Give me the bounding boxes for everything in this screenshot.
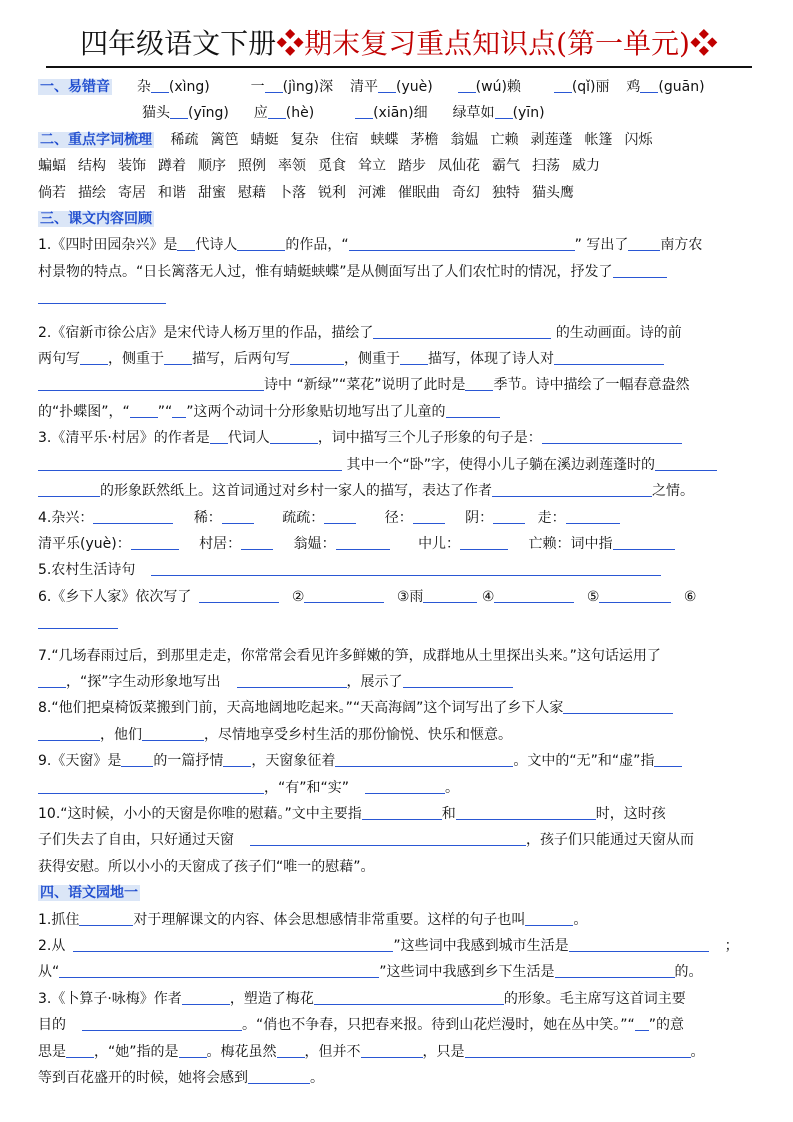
question-text: ，他们 — [100, 726, 142, 743]
question-text: 的作品，“ — [285, 237, 349, 254]
pinyin-item: 一 — [250, 79, 265, 95]
answer-blank[interactable] — [237, 672, 347, 688]
answer-blank[interactable] — [164, 349, 192, 365]
pinyin: (guān) — [658, 79, 705, 95]
answer-blank[interactable] — [635, 1015, 649, 1031]
vocab-word: 描绘 — [78, 184, 106, 201]
question-text: 的形象跃然纸上。这首词通过对乡村一家人的描写，表达了作者 — [100, 483, 492, 500]
answer-blank[interactable] — [177, 235, 195, 251]
question-text: “新绿”“菜花”说明了此时是 — [296, 377, 466, 394]
question-text: ，塑造了梅花 — [229, 990, 314, 1007]
q6-line2 — [38, 610, 760, 636]
pinyin-item: 鸡 — [626, 79, 641, 95]
question-text: ，展示了 — [346, 673, 403, 690]
answer-blank[interactable] — [79, 910, 133, 926]
question-text: 4.杂兴： — [38, 509, 94, 526]
question-text: 的。 — [674, 964, 703, 981]
question-text: 9.《天窗》是 — [38, 753, 122, 770]
title-grade: 四年级语文下册 — [80, 27, 277, 60]
question-text: 。 — [573, 911, 588, 928]
question-text: 阴： — [465, 509, 494, 526]
vocab-word: 奇幻 — [452, 184, 480, 201]
page-title — [46, 22, 752, 68]
s4q2-line1 — [38, 933, 760, 959]
pinyin: (yuè) — [396, 79, 433, 95]
worksheet-page — [38, 22, 760, 1091]
answer-blank[interactable] — [378, 77, 396, 93]
question-text: 写出了 — [586, 237, 629, 254]
question-text: 和 — [441, 805, 456, 822]
q2-line3 — [38, 372, 760, 398]
vocab-word: 催眠曲 — [398, 184, 440, 201]
sec1-heading: 一、易错音 — [40, 79, 110, 95]
answer-blank[interactable] — [493, 508, 525, 524]
question-text: 。文中的“无”和“虚”指 — [513, 753, 655, 770]
answer-blank[interactable] — [248, 1068, 310, 1084]
question-text: 目的 — [38, 1017, 66, 1034]
question-text: 的形象。毛主席写这首词主要 — [503, 990, 686, 1007]
answer-blank[interactable] — [423, 587, 477, 603]
answer-blank[interactable] — [355, 103, 373, 119]
question-text: ，侧重于 — [344, 351, 400, 368]
vocab-word: 率领 — [278, 158, 306, 175]
answer-blank[interactable] — [314, 989, 504, 1005]
answer-blank[interactable] — [613, 534, 675, 550]
vocab-word: 住宿 — [330, 131, 359, 148]
answer-blank[interactable] — [38, 778, 264, 794]
vocab-word: 照例 — [238, 158, 266, 175]
answer-blank[interactable] — [494, 587, 574, 603]
vocab-word: 亡赖 — [490, 131, 519, 148]
question-text: ”这些词中我感到乡下生活是 — [379, 964, 555, 981]
question-text: ”这些词中我感到城市生活是 — [393, 938, 569, 954]
answer-blank[interactable] — [170, 103, 188, 119]
answer-blank[interactable] — [38, 481, 100, 497]
vocab-word: 凤仙花 — [438, 158, 480, 175]
vocab-word: 寄居 — [118, 184, 146, 201]
answer-blank[interactable] — [121, 751, 153, 767]
question-text: 描写，后两句写 — [192, 351, 290, 368]
vocab-word: 卜落 — [278, 184, 306, 201]
s4q3-line2 — [38, 1012, 760, 1038]
question-text: ，“有”和“实” — [264, 779, 350, 796]
answer-blank[interactable] — [460, 534, 508, 550]
sec1-row1 — [38, 74, 760, 100]
s4q3-line1 — [38, 986, 760, 1012]
answer-blank[interactable] — [38, 613, 118, 629]
answer-blank[interactable] — [38, 375, 264, 391]
question-text: 2.从 — [38, 938, 66, 954]
vocab-word: 猫头鹰 — [532, 184, 574, 201]
answer-blank[interactable] — [223, 751, 251, 767]
s4q3-line3 — [38, 1039, 760, 1065]
s4q2-line2 — [38, 959, 760, 985]
q9-line2 — [38, 775, 760, 801]
question-text: 6.《乡下人家》依次写了 — [38, 588, 192, 605]
q10-line2 — [38, 827, 760, 853]
q4-line1 — [38, 505, 760, 531]
question-text: 亡赖：词中指 — [528, 535, 613, 552]
question-text: 季节。诗中描绘了一幅春意盎然 — [493, 377, 690, 394]
question-text: 两句写 — [38, 351, 80, 368]
q5-line — [38, 557, 760, 583]
q9-line1 — [38, 748, 760, 774]
question-text: 之情。 — [652, 483, 694, 500]
q1-line3 — [38, 285, 760, 311]
question-text: 时，这时孩 — [595, 805, 666, 822]
pinyin: (wú)赖 — [475, 79, 521, 95]
question-text: 。“俏也不争春，只把春来报。待到山花烂漫时，她在丛中笑。”“ — [242, 1017, 635, 1034]
vocab-word: 扫荡 — [532, 158, 560, 175]
answer-blank[interactable] — [495, 103, 513, 119]
answer-blank[interactable] — [270, 428, 318, 444]
answer-blank[interactable] — [361, 1042, 423, 1058]
q3-line1 — [38, 425, 760, 451]
vocab-word: 独特 — [492, 184, 520, 201]
answer-blank[interactable] — [554, 77, 572, 93]
answer-blank[interactable] — [182, 989, 230, 1005]
question-text: ，孩子们只能通过天窗从而 — [526, 832, 694, 849]
pinyin: (xìng) — [168, 79, 210, 95]
question-text: 思是 — [38, 1043, 66, 1060]
question-text: 10.“这时候，小小的天窗是你唯的慰藉。”文中主要指 — [38, 805, 362, 822]
answer-blank[interactable] — [569, 936, 709, 952]
question-text: 3.《清平乐·村居》的作者是 — [38, 430, 210, 447]
question-text: 诗中 — [264, 377, 292, 394]
question-text: ④ — [481, 588, 495, 605]
answer-blank[interactable] — [38, 455, 342, 471]
vocab-word: 结构 — [78, 158, 106, 175]
question-text: ，尽情地享受乡村生活的那份愉悦、快乐和惬意。 — [204, 726, 512, 743]
vocab-word: 威力 — [572, 158, 600, 175]
answer-blank[interactable] — [640, 77, 658, 93]
sec2-heading: 二、重点字词梳理 — [40, 131, 152, 148]
q7-line2 — [38, 669, 760, 695]
vocab-word: 锐利 — [318, 184, 346, 201]
answer-blank[interactable] — [335, 751, 513, 767]
question-text: 其中一个“卧”字，使得小儿子躺在溪边剥莲蓬时的 — [346, 456, 655, 473]
sec3-heading-row — [38, 206, 760, 232]
question-text: 的一篇抒情 — [153, 753, 224, 770]
sec4-heading-row — [38, 880, 760, 906]
answer-blank[interactable] — [555, 962, 675, 978]
q10-line3 — [38, 854, 760, 880]
answer-blank[interactable] — [599, 587, 671, 603]
answer-blank[interactable] — [525, 910, 573, 926]
question-text: ⑤ — [586, 588, 600, 605]
answer-blank[interactable] — [290, 349, 344, 365]
question-text: ； — [724, 938, 739, 954]
question-text: 的“扑蝶图”，“ — [38, 403, 130, 420]
answer-blank[interactable] — [38, 725, 100, 741]
vocab-word: 和谐 — [158, 184, 186, 201]
pinyin: (hè) — [285, 105, 315, 122]
answer-blank[interactable] — [365, 778, 445, 794]
vocab-word: 倘若 — [38, 184, 66, 201]
answer-blank[interactable] — [82, 1015, 242, 1031]
question-text: ”这两个动词十分形象贴切地写出了儿童的 — [186, 403, 446, 420]
pinyin-item: 绿草如 — [452, 105, 495, 122]
q2-line4 — [38, 399, 760, 425]
question-text: ，“她”指的是 — [94, 1043, 179, 1060]
answer-blank[interactable] — [566, 508, 620, 524]
answer-blank[interactable] — [265, 77, 283, 93]
answer-blank[interactable] — [131, 534, 179, 550]
answer-blank[interactable] — [654, 751, 682, 767]
answer-blank[interactable] — [210, 428, 228, 444]
vocab-word: 复杂 — [290, 131, 319, 148]
question-text: 描写，体现了诗人对 — [428, 351, 554, 368]
answer-blank[interactable] — [38, 288, 166, 304]
question-text: 村景物的特点。“日长篱落无人过，惟有蜻蜓蛱蝶”是从侧面写出了人们农忙时的情况，抒发了 — [38, 263, 613, 280]
answer-blank[interactable] — [130, 402, 158, 418]
sec4-heading: 四、语文园地一 — [40, 885, 138, 902]
sec1-row2 — [38, 100, 760, 126]
q7-line1 — [38, 643, 760, 669]
question-text: 村居： — [199, 535, 242, 552]
pinyin-item: 应 — [253, 105, 268, 122]
sec2-row1 — [38, 127, 760, 153]
question-text: ”的意 — [648, 1017, 685, 1034]
vocab-word: 闪烁 — [624, 131, 653, 148]
answer-blank[interactable] — [73, 936, 393, 952]
answer-blank[interactable] — [465, 375, 493, 391]
answer-blank[interactable] — [304, 587, 384, 603]
question-text: 走： — [537, 509, 566, 526]
vocab-word: 觅食 — [318, 158, 346, 175]
answer-blank[interactable] — [151, 560, 661, 576]
q8-line1 — [38, 695, 760, 721]
sec3-heading: 三、课文内容回顾 — [40, 211, 152, 228]
pinyin-item: 杂 — [136, 79, 151, 95]
answer-blank[interactable] — [563, 698, 673, 714]
pinyin: (qǐ)丽 — [571, 79, 610, 95]
q3-line2 — [38, 452, 760, 478]
answer-blank[interactable] — [179, 1042, 207, 1058]
answer-blank[interactable] — [199, 587, 279, 603]
pinyin: (jìng)深 — [282, 79, 334, 95]
q4-line2 — [38, 531, 760, 557]
vocab-word: 剥莲蓬 — [530, 131, 573, 148]
answer-blank[interactable] — [142, 725, 204, 741]
question-text: 稀： — [193, 509, 222, 526]
answer-blank[interactable] — [80, 349, 108, 365]
answer-blank[interactable] — [655, 455, 717, 471]
answer-blank[interactable] — [373, 323, 551, 339]
question-text: 等到百花盛开的时候，她将会感到 — [38, 1070, 248, 1087]
question-text: 7.“几场春雨过后，到那里走走，你常常会看见许多鲜嫩的笋，成群地从土里探出头来。”这句话运用了 — [38, 647, 661, 664]
s4q3-line4 — [38, 1065, 760, 1091]
vocab-word: 茅檐 — [410, 131, 439, 148]
vocab-word: 篱笆 — [210, 131, 239, 148]
question-text: ，天窗象征着 — [251, 753, 336, 770]
question-text: 3.《卜算子·咏梅》作者 — [38, 990, 182, 1007]
question-text: 清平乐(yuè)： — [38, 535, 131, 552]
answer-blank[interactable] — [349, 235, 575, 251]
s4q1-line — [38, 907, 760, 933]
question-text: ，侧重于 — [108, 351, 164, 368]
vocab-word: 霸气 — [492, 158, 520, 175]
question-text: 南方农 — [660, 237, 703, 254]
question-text: 1.《四时田园杂兴》是 — [38, 237, 178, 254]
answer-blank[interactable] — [336, 534, 390, 550]
pinyin: (yīng) — [188, 105, 229, 122]
question-text: ，词中描写三个儿子形象的句子是： — [317, 430, 542, 447]
question-text: 获得安慰。所以小小的天窗成了孩子们“唯一的慰藉”。 — [38, 858, 375, 875]
vocab-word: 翁媪 — [450, 131, 479, 148]
question-text: ” — [574, 237, 582, 254]
vocab-word: 装饰 — [118, 158, 146, 175]
question-text: 代词人 — [227, 430, 270, 447]
answer-blank[interactable] — [277, 1042, 305, 1058]
vocab-word: 帐篷 — [584, 131, 613, 148]
vocab-word: 踏步 — [398, 158, 426, 175]
q2-line1 — [38, 320, 760, 346]
answer-blank[interactable] — [403, 672, 513, 688]
question-text: 的生动画面。诗的前 — [555, 324, 682, 341]
question-text: 子们失去了自由，只好通过天窗 — [38, 832, 234, 849]
vocab-word: 稀疏 — [170, 131, 199, 148]
answer-blank[interactable] — [628, 235, 660, 251]
question-text: 。 — [310, 1070, 324, 1087]
answer-blank[interactable] — [241, 534, 273, 550]
q1-line1 — [38, 232, 760, 258]
question-text: 疏疏： — [282, 509, 325, 526]
answer-blank[interactable] — [613, 262, 667, 278]
answer-blank[interactable] — [237, 235, 285, 251]
vocab-word: 蹲着 — [158, 158, 186, 175]
q6-line1 — [38, 584, 760, 610]
answer-blank[interactable] — [458, 77, 476, 93]
title-topic: ❖期末复习重点知识点(第一单元)❖ — [276, 27, 718, 60]
answer-blank[interactable] — [222, 508, 254, 524]
question-text: 8.“他们把桌椅饭菜搬到门前，天高地阔地吃起来。”“天高海阔”这个词写出了乡下人家 — [38, 700, 564, 717]
q10-line1 — [38, 801, 760, 827]
answer-blank[interactable] — [250, 830, 526, 846]
vocab-word: 甜蜜 — [198, 184, 226, 201]
answer-blank[interactable] — [93, 508, 173, 524]
pinyin: (xiān)细 — [373, 105, 428, 122]
answer-blank[interactable] — [38, 672, 66, 688]
question-text: 中儿： — [418, 535, 461, 552]
answer-blank[interactable] — [172, 402, 186, 418]
question-text: 2.《宿新市徐公店》是宋代诗人杨万里的作品，描绘了 — [38, 324, 374, 341]
question-text: ② — [291, 588, 305, 605]
q2-line2 — [38, 346, 760, 372]
answer-blank[interactable] — [151, 77, 169, 93]
q8-line2 — [38, 722, 760, 748]
question-text: 从“ — [38, 964, 60, 981]
answer-blank[interactable] — [66, 1042, 94, 1058]
question-text: 径： — [384, 509, 413, 526]
q1-line2 — [38, 259, 760, 285]
question-text: ，“探”字生动形象地写出 — [66, 673, 221, 690]
answer-blank[interactable] — [492, 481, 652, 497]
answer-blank[interactable] — [268, 103, 286, 119]
question-text: 。 — [445, 779, 460, 796]
answer-blank[interactable] — [362, 804, 442, 820]
answer-blank[interactable] — [554, 349, 664, 365]
question-text: 代诗人 — [195, 237, 238, 254]
pinyin: (yīn) — [512, 105, 545, 122]
answer-blank[interactable] — [324, 508, 356, 524]
answer-blank[interactable] — [465, 1042, 691, 1058]
vocab-word: 蝙蝠 — [38, 158, 66, 175]
question-text: ”“ — [157, 403, 173, 420]
vocab-word: 蜻蜓 — [250, 131, 279, 148]
question-text: ③雨 — [396, 588, 424, 605]
answer-blank[interactable] — [446, 402, 500, 418]
question-text: ，但并不 — [304, 1043, 361, 1060]
vocab-word: 蛱蝶 — [370, 131, 399, 148]
answer-blank[interactable] — [456, 804, 596, 820]
sec2-row2 — [38, 153, 760, 179]
question-text: ，只是 — [422, 1043, 465, 1060]
question-text: 5.农村生活诗句 — [38, 562, 136, 579]
vocab-word: 河滩 — [358, 184, 386, 201]
question-text: ⑥ — [683, 588, 697, 605]
question-text: 翁媪： — [293, 535, 336, 552]
answer-blank[interactable] — [59, 962, 379, 978]
vocab-word: 耸立 — [358, 158, 386, 175]
question-text: 。 — [690, 1043, 705, 1060]
vocab-word: 顺序 — [198, 158, 226, 175]
pinyin-item: 清平 — [350, 79, 379, 95]
vocab-word: 慰藉 — [238, 184, 266, 201]
question-text: 对于理解课文的内容、体会思想感情非常重要。这样的句子也叫 — [133, 911, 526, 928]
answer-blank[interactable] — [413, 508, 445, 524]
pinyin-item: 猫头 — [142, 105, 170, 122]
question-text: 。梅花虽然 — [206, 1043, 277, 1060]
q3-line3 — [38, 478, 760, 504]
answer-blank[interactable] — [400, 349, 428, 365]
answer-blank[interactable] — [542, 428, 682, 444]
sec2-row3 — [38, 180, 760, 206]
question-text: 1.抓住 — [38, 911, 80, 928]
